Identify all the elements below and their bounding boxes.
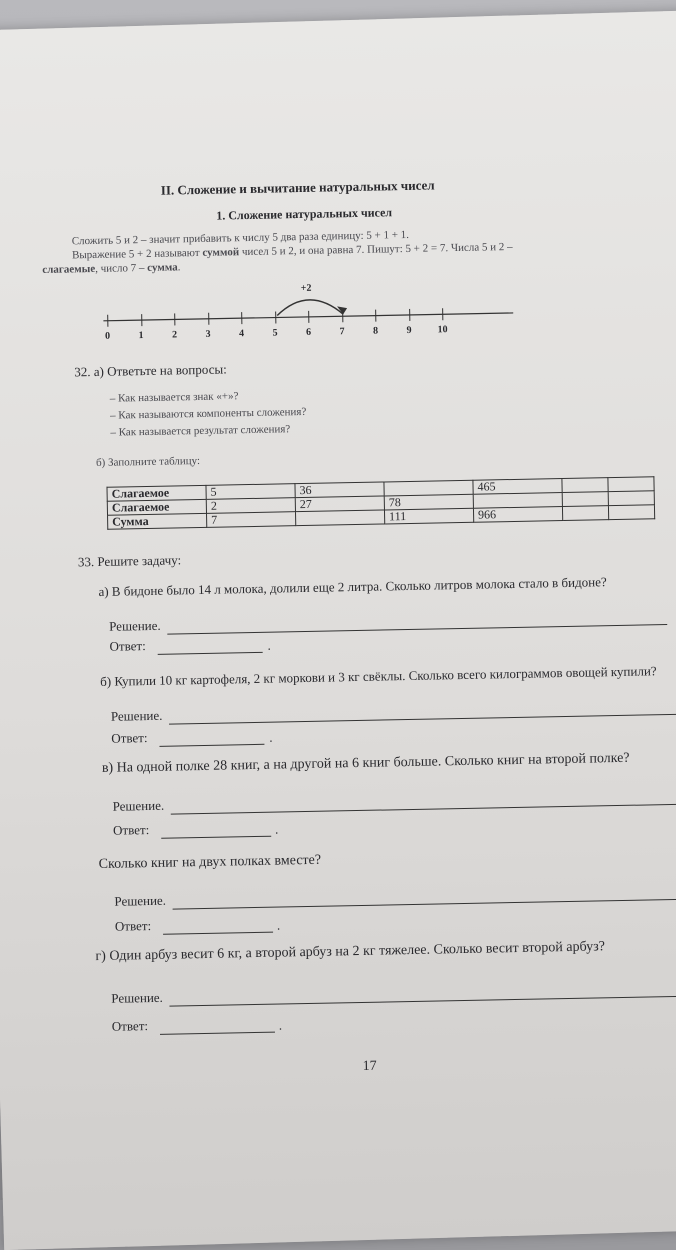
task33-a-solution-label: Решение. — [109, 617, 161, 634]
table-cell[interactable] — [608, 491, 654, 506]
table-cell[interactable]: 7 — [207, 512, 296, 528]
table-cell[interactable] — [562, 506, 608, 521]
number-line-tick — [241, 312, 242, 324]
number-line-label: 10 — [437, 324, 448, 336]
table-cell: Слагаемое — [107, 485, 206, 501]
task33-a-answer-end: . — [267, 637, 271, 653]
task33-d-solution-label: Решение. — [111, 989, 163, 1006]
number-line-label: 4 — [238, 328, 245, 340]
number-line-label: 7 — [339, 326, 345, 338]
task32-b-title: б) Заполните таблицу: — [95, 454, 201, 469]
number-line-tick — [375, 310, 376, 322]
table-cell[interactable] — [562, 478, 608, 493]
number-line-label: 9 — [406, 324, 412, 336]
task33-c-answer-label: Ответ: — [112, 822, 150, 838]
task33-d-solution-line[interactable] — [169, 995, 676, 1006]
task32-question-1: – Как называется знак «+»? — [109, 390, 239, 405]
section-title: II. Сложение и вычитание натуральных чисел — [160, 177, 435, 198]
task33-c-text: в) На одной полке 28 книг, а на другой на 6 книг больше. Сколько книг на второй полке? — [101, 750, 630, 776]
number-line-tick — [342, 310, 343, 322]
task33-b-answer-line[interactable] — [159, 744, 264, 747]
number-line-label: 3 — [205, 328, 211, 340]
number-line-tick — [208, 313, 209, 325]
number-line-tick — [442, 308, 443, 320]
intro-line-2: Выражение 5 + 2 называют суммой чисел 5 и 2, и она равна 7. Пишут: 5 + 2 = 7. Числа 5 и 2 – — [71, 240, 513, 262]
task33-c-answer-end: . — [274, 821, 279, 837]
task33-c2-solution-label: Решение. — [114, 892, 167, 909]
number-line-tick — [308, 311, 309, 323]
task33-b-solution-line[interactable] — [169, 714, 676, 725]
task33-c2-text: Сколько книг на двух полках вместе? — [98, 852, 322, 873]
task33-c-solution-line[interactable] — [171, 804, 676, 815]
table-cell[interactable]: 78 — [384, 494, 473, 510]
table-cell: Слагаемое — [107, 499, 206, 515]
table-cell[interactable]: 5 — [206, 484, 295, 500]
number-line-label: 6 — [305, 326, 312, 338]
page-number: 17 — [362, 1058, 377, 1074]
table-cell[interactable]: 2 — [206, 498, 295, 514]
table-cell[interactable] — [608, 477, 654, 492]
subsection-title: 1. Сложение натуральных чисел — [216, 205, 393, 223]
task33-c-solution-label: Решение. — [112, 797, 165, 814]
table-cell[interactable]: 465 — [473, 479, 562, 495]
number-line-label: 1 — [138, 330, 144, 342]
number-line-label: 0 — [104, 330, 111, 342]
task32-title: 32. а) Ответьте на вопросы: — [74, 361, 227, 380]
table-cell[interactable] — [295, 510, 384, 526]
task33-d-text: г) Один арбуз весит 6 кг, а второй арбуз на 2 кг тяжелее. Сколько весит второй арбуз? — [95, 939, 606, 965]
task33-a-answer-line[interactable] — [158, 652, 263, 655]
task33-b-solution-label: Решение. — [110, 707, 163, 724]
fill-table — [106, 476, 655, 530]
number-line-label: 2 — [171, 329, 178, 341]
table-cell[interactable] — [562, 492, 608, 507]
intro-line-1: Сложить 5 и 2 – значит прибавить к числу 5 два раза единицу: 5 + 1 + 1. — [71, 228, 410, 248]
task33-b-answer-label: Ответ: — [111, 730, 148, 746]
number-line-tick — [275, 312, 276, 324]
table-cell[interactable]: 111 — [384, 508, 473, 524]
task33-d-answer-label: Ответ: — [111, 1018, 149, 1034]
number-line-arc — [277, 299, 343, 315]
number-line-tick — [174, 313, 175, 325]
table-cell[interactable]: 27 — [295, 496, 384, 512]
task33-a-text: а) В бидоне было 14 л молока, долили еще 2 литра. Сколько литров молока стало в бидоне? — [98, 574, 607, 599]
arc-label: +2 — [300, 282, 312, 295]
number-line-label: 8 — [372, 325, 379, 337]
task33-c2-solution-line[interactable] — [173, 898, 676, 909]
intro-line-3: слагаемые, число 7 – сумма. — [42, 261, 181, 276]
number-line-tick — [409, 309, 410, 321]
table-cell[interactable] — [608, 505, 654, 520]
worksheet-page — [40, 138, 676, 1150]
task32-question-3: – Как называется результат сложения? — [110, 423, 291, 439]
task33-c2-answer-end: . — [276, 917, 281, 933]
task33-c2-answer-line[interactable] — [163, 932, 273, 935]
table-cell[interactable]: 966 — [473, 507, 562, 523]
task33-c-answer-line[interactable] — [161, 836, 271, 839]
task33-title: 33. Решите задачу: — [77, 552, 182, 570]
task33-d-answer-line[interactable] — [160, 1032, 275, 1035]
table-cell[interactable]: 36 — [295, 482, 384, 498]
task33-d-answer-end: . — [278, 1017, 283, 1033]
task33-c2-answer-label: Ответ: — [114, 918, 152, 934]
number-line-tick — [141, 314, 142, 326]
number-line-label: 5 — [272, 327, 278, 339]
table-cell: Сумма — [108, 513, 207, 529]
number-line-tick — [107, 315, 108, 327]
task32-question-2: – Как называются компоненты сложения? — [109, 405, 307, 422]
task33-b-text: б) Купили 10 кг картофеля, 2 кг моркови и 3 кг свёклы. Сколько всего килограммов овощей купили? — [100, 663, 657, 689]
task33-a-answer-label: Ответ: — [109, 638, 146, 654]
number-line-svg — [103, 281, 524, 349]
task33-a-solution-line[interactable] — [167, 624, 667, 635]
task33-b-answer-end: . — [269, 729, 273, 745]
